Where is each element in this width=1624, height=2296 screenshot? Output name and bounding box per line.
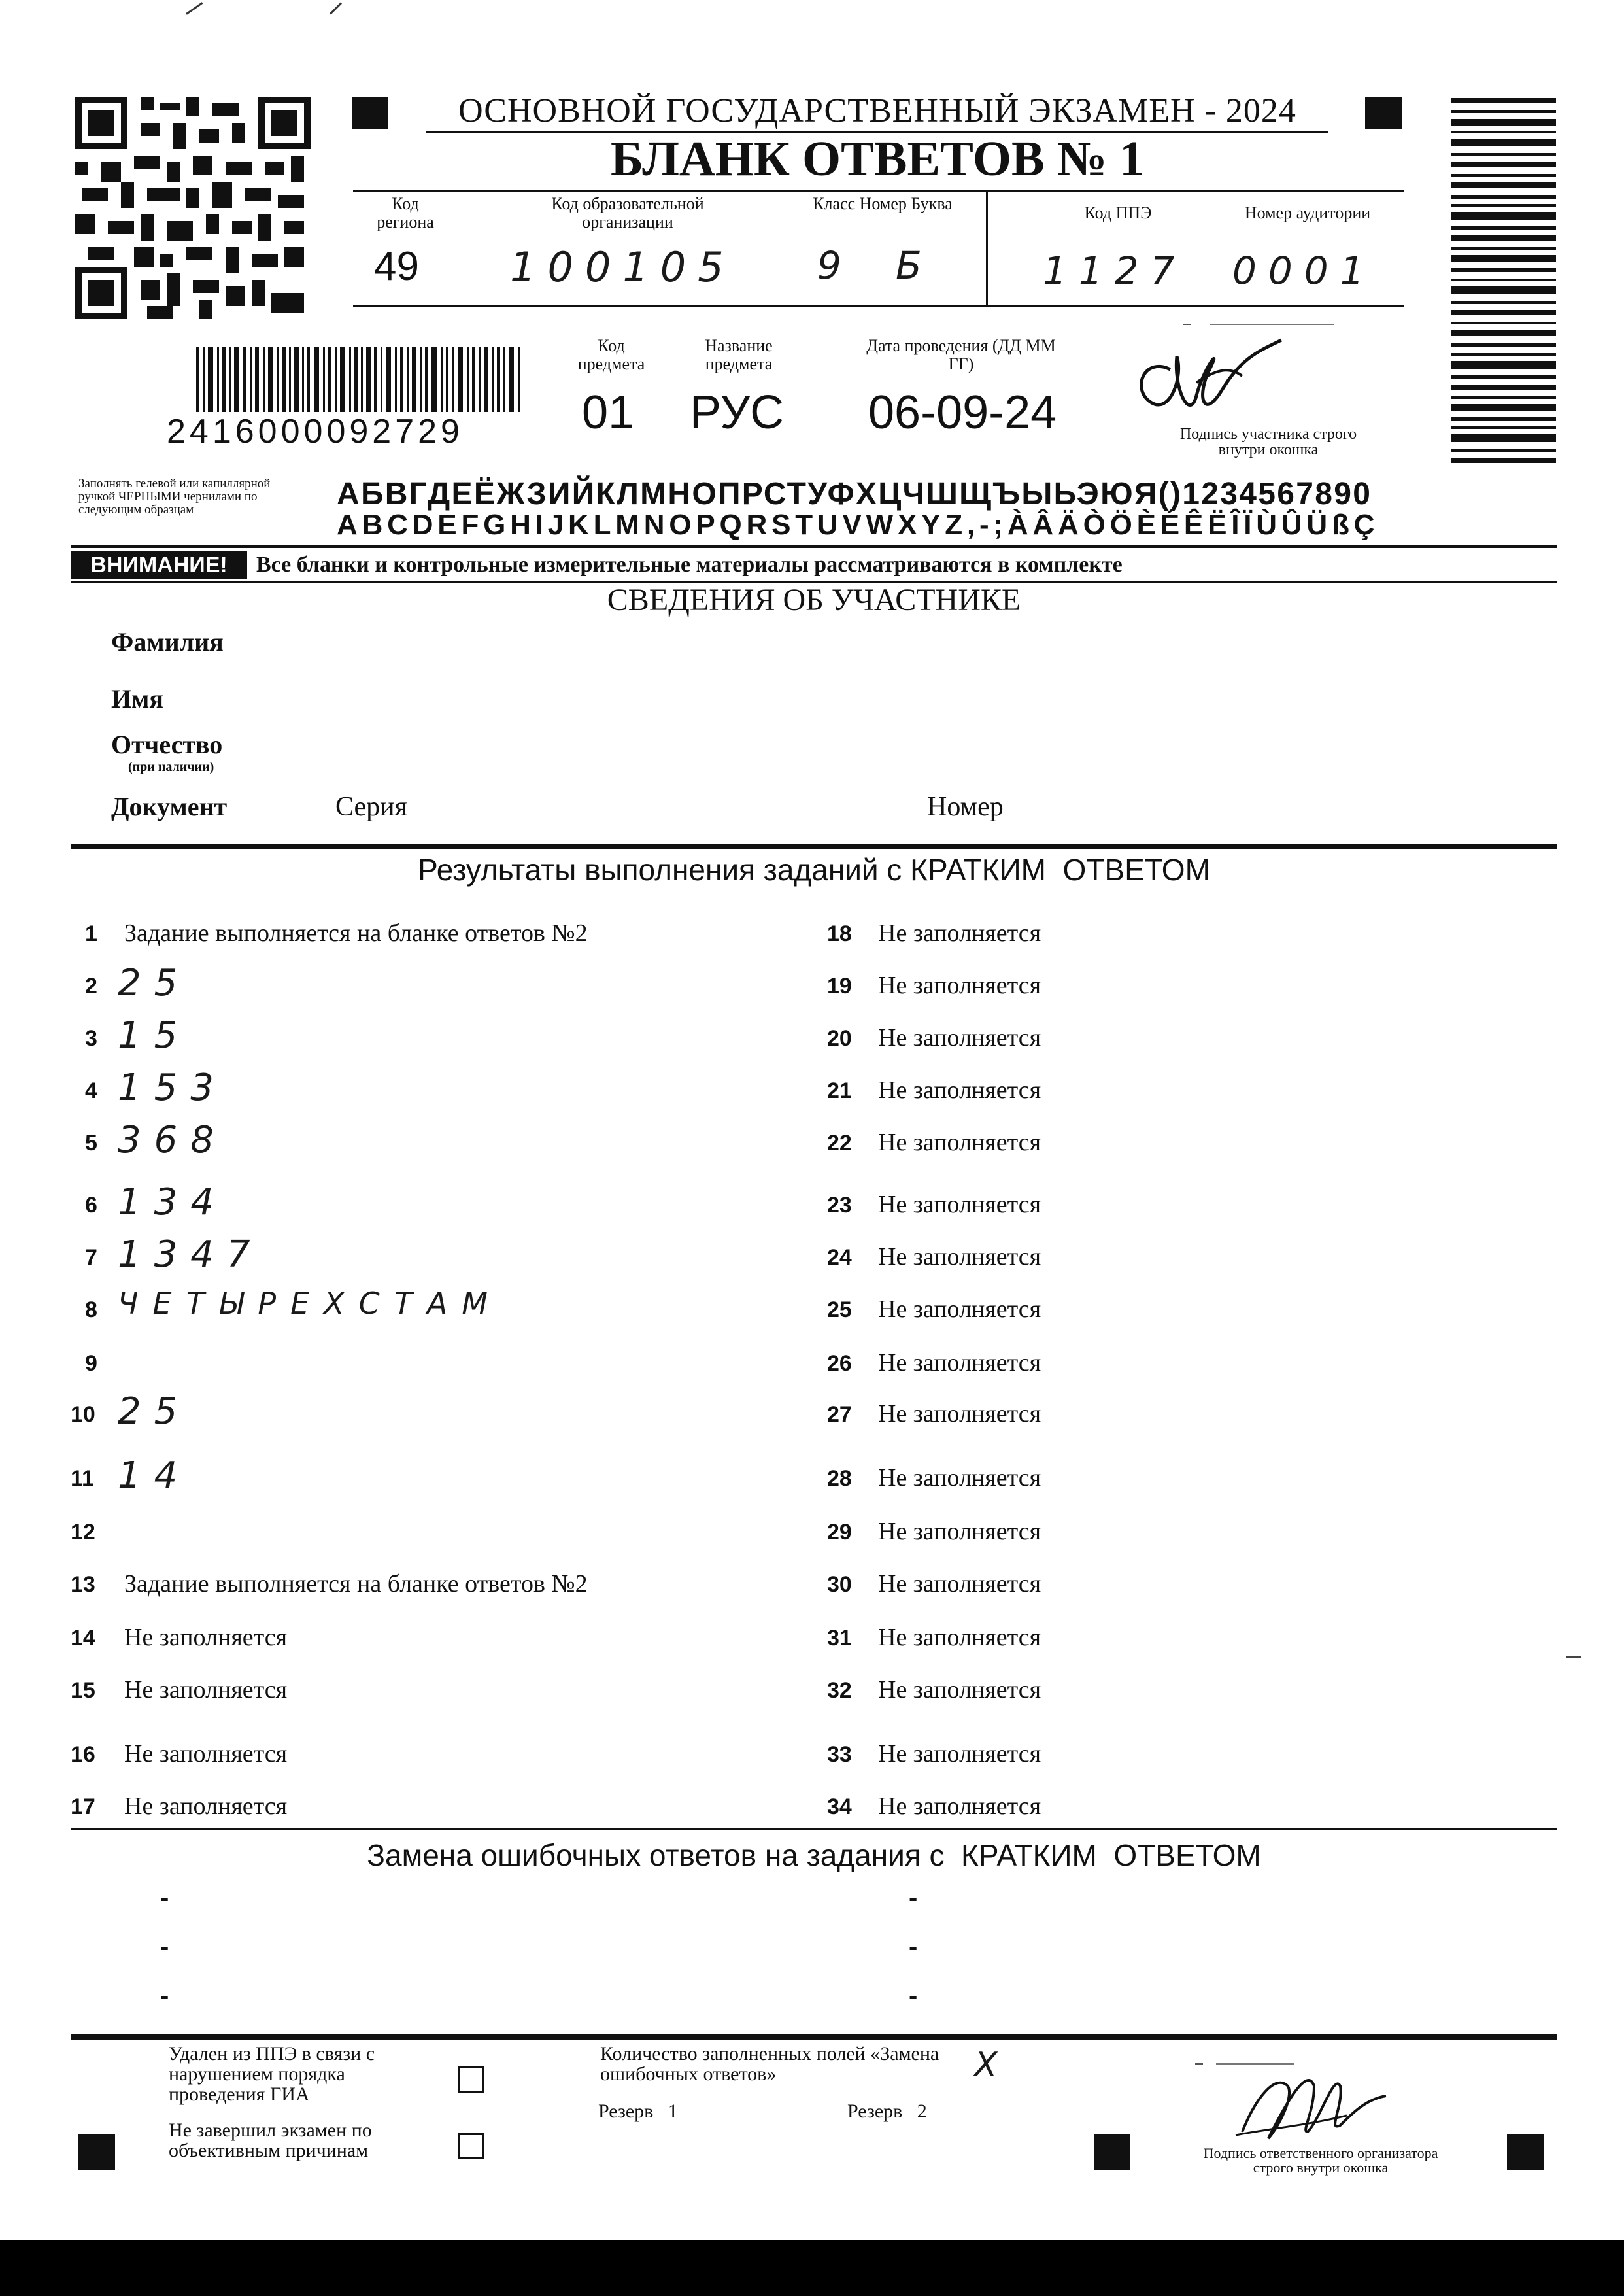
replacement-count-label: Количество заполненных полей «Замена ошибочных ответов»	[600, 2043, 939, 2085]
alignment-square	[1365, 97, 1402, 129]
task-number: 3	[85, 1026, 97, 1051]
task-number: 23	[827, 1193, 852, 1218]
side-barcode-icon	[1451, 98, 1556, 464]
class-number-value: 9	[817, 243, 853, 288]
removed-checkbox[interactable]	[458, 2066, 484, 2093]
task-status-text: Не заполняется	[124, 1624, 288, 1651]
ppe-label: Код ППЭ	[1084, 203, 1152, 222]
form-title: БЛАНК ОТВЕТОВ № 1	[610, 131, 1145, 186]
patronymic-note: (при наличии)	[128, 760, 214, 774]
task-number: 12	[71, 1520, 95, 1545]
task-number: 14	[71, 1626, 95, 1651]
task-status-text: Не заполняется	[878, 1570, 1041, 1598]
handwritten-answer: 368	[118, 1119, 227, 1161]
replacement-dash: -	[160, 1981, 169, 2010]
task-number: 21	[827, 1078, 852, 1103]
class-letter-value: Б	[896, 243, 934, 288]
org-value: 100105	[510, 243, 736, 291]
stray-mark	[1566, 1656, 1581, 1658]
footer-top-line	[71, 2034, 1557, 2040]
task-number: 32	[827, 1678, 852, 1703]
replacement-dash: -	[909, 1932, 918, 1961]
stray-mark	[186, 2, 203, 15]
task-number: 11	[71, 1466, 94, 1491]
subject-code-label: Код предмета	[577, 336, 645, 373]
task-number: 33	[827, 1742, 852, 1767]
results-bottom-line	[71, 1828, 1557, 1830]
participant-section-title: СВЕДЕНИЯ ОБ УЧАСТНИКЕ	[607, 583, 1021, 617]
signature-caption: Подпись участника строго внутри окошка	[1179, 426, 1357, 458]
replacement-dash: -	[160, 1883, 169, 1912]
barcode-number: 2416000092729	[167, 413, 464, 451]
task-status-text: Не заполняется	[124, 1676, 288, 1704]
room-value: 0001	[1232, 248, 1376, 293]
task-status-text: Не заполняется	[124, 1792, 288, 1820]
alignment-square	[78, 2134, 115, 2170]
task-number: 17	[71, 1794, 95, 1819]
alignment-square	[352, 97, 388, 129]
signature-box-mark	[1210, 324, 1334, 325]
task-number: 13	[71, 1572, 95, 1597]
handwritten-answer: 153	[118, 1067, 227, 1109]
task-number: 20	[827, 1026, 852, 1051]
task-number: 6	[85, 1193, 97, 1218]
scan-bottom-band	[0, 2240, 1624, 2296]
notice-top-line	[71, 545, 1557, 548]
replacement-dash: -	[909, 1883, 918, 1912]
task-status-text: Не заполняется	[878, 1676, 1041, 1704]
not-finished-checkbox[interactable]	[458, 2133, 484, 2159]
task-number: 27	[827, 1402, 852, 1427]
barcode-icon	[190, 347, 530, 412]
results-top-line	[71, 844, 1557, 849]
task-status-text: Не заполняется	[124, 1740, 288, 1768]
task-number: 9	[85, 1351, 97, 1376]
task-number: 29	[827, 1520, 852, 1545]
handwritten-answer: 1347	[118, 1233, 263, 1276]
task-status-text: Не заполняется	[878, 1464, 1041, 1492]
stray-mark	[330, 2, 342, 14]
subject-name-label: Название предмета	[705, 336, 773, 373]
removed-label: Удален из ППЭ в связи с нарушением порядка проведения ГИА	[169, 2043, 375, 2105]
code-box-divider	[986, 191, 988, 306]
task-number: 22	[827, 1131, 852, 1156]
exam-title: ОСНОВНОЙ ГОСУДАРСТВЕННЫЙ ЭКЗАМЕН - 2024	[458, 92, 1296, 129]
task-status-text: Не заполняется	[878, 919, 1041, 947]
organizer-caption: Подпись ответственного организатора строго внутри окошка	[1203, 2145, 1438, 2176]
not-finished-label: Не завершил экзамен по объективным причинам	[169, 2119, 372, 2161]
task-number: 25	[827, 1297, 852, 1322]
task-status-text: Не заполняется	[878, 1024, 1041, 1052]
task-number: 19	[827, 974, 852, 999]
task-number: 7	[85, 1245, 97, 1270]
task-status-text: Не заполняется	[878, 1518, 1041, 1545]
participant-signature	[1131, 330, 1288, 428]
task-status-text: Не заполняется	[878, 1295, 1041, 1323]
notice-text: Все бланки и контрольные измерительные материалы рассматриваются в комплекте	[256, 553, 1123, 577]
replacement-section-title: Замена ошибочных ответов на задания с КРАТКИМ ОТВЕТОМ	[367, 1838, 1261, 1872]
task-number: 31	[827, 1626, 852, 1651]
task-number: 4	[85, 1078, 97, 1103]
class-label: Класс Номер Буква	[813, 194, 953, 213]
results-section-title: Результаты выполнения заданий с КРАТКИМ ОТВЕТОМ	[418, 853, 1210, 887]
ppe-value: 1127	[1043, 248, 1187, 293]
exam-date-value: 06-09-24	[868, 386, 1057, 439]
region-value: 49	[374, 244, 419, 289]
subject-code-value: 01	[582, 386, 635, 439]
task-status-text: Задание выполняется на бланке ответов №2	[124, 1570, 588, 1598]
task-number: 34	[827, 1794, 852, 1819]
handwritten-answer: ЧЕТЫРЕХСТАМ	[118, 1286, 503, 1321]
replacement-count-value: X	[974, 2046, 1009, 2085]
handwritten-answer: 14	[118, 1454, 191, 1497]
handwritten-answer: 25	[118, 962, 191, 1004]
alignment-square	[1507, 2134, 1544, 2170]
task-status-text: Не заполняется	[878, 1076, 1041, 1104]
task-status-text: Не заполняется	[878, 1624, 1041, 1651]
task-status-text: Не заполняется	[878, 1349, 1041, 1377]
signature-box-mark	[1183, 324, 1191, 325]
reserve-2-label: Резерв 2	[847, 2100, 927, 2122]
task-number: 28	[827, 1466, 852, 1491]
organizer-box-mark	[1195, 2063, 1203, 2065]
room-label: Номер аудитории	[1244, 203, 1371, 222]
task-status-text: Не заполняется	[878, 1740, 1041, 1768]
task-number: 1	[85, 921, 97, 946]
reserve-1-label: Резерв 1	[598, 2100, 678, 2122]
qr-code-icon	[75, 97, 311, 319]
number-label: Номер	[927, 792, 1004, 822]
document-label: Документ	[111, 792, 228, 821]
handwritten-answer: 15	[118, 1014, 191, 1057]
replacement-dash: -	[909, 1981, 918, 2010]
org-label: Код образовательной организации	[551, 194, 704, 231]
name-label: Имя	[111, 684, 163, 713]
task-number: 18	[827, 921, 852, 946]
task-number: 5	[85, 1131, 97, 1156]
replacement-dash: -	[160, 1932, 169, 1961]
task-number: 30	[827, 1572, 852, 1597]
task-status-text: Не заполняется	[878, 1792, 1041, 1820]
series-label: Серия	[335, 792, 407, 822]
task-status-text: Не заполняется	[878, 1243, 1041, 1271]
subject-name-value: РУС	[690, 386, 785, 439]
task-status-text: Не заполняется	[878, 1191, 1041, 1218]
task-number: 2	[85, 974, 97, 999]
task-number: 24	[827, 1245, 852, 1270]
task-status-text: Не заполняется	[878, 1129, 1041, 1156]
task-number: 26	[827, 1351, 852, 1376]
task-status-text: Не заполняется	[878, 972, 1041, 999]
code-box-bottom	[353, 305, 1404, 307]
handwritten-answer: 134	[118, 1181, 227, 1224]
handwritten-answer: 25	[118, 1390, 191, 1433]
notice-badge: ВНИМАНИЕ!	[71, 551, 247, 579]
surname-label: Фамилия	[111, 627, 224, 657]
patronymic-label: Отчество	[111, 730, 223, 759]
sample-instruction: Заполнять гелевой или капиллярной ручкой ЧЕРНЫМИ чернилами по следующим образцам	[78, 477, 271, 517]
task-number: 15	[71, 1678, 95, 1703]
code-box-top	[353, 190, 1404, 192]
alignment-square	[1094, 2134, 1130, 2170]
organizer-signature	[1229, 2060, 1393, 2151]
task-status-text: Не заполняется	[878, 1400, 1041, 1428]
task-number: 10	[71, 1402, 95, 1427]
task-status-text: Задание выполняется на бланке ответов №2	[124, 919, 588, 947]
sample-latin: ABCDEFGHIJKLMNOPQRSTUVWXYZ,-;ÀÂÄÒÖÈÉÊËÎÏÙÛÜßÇ	[337, 509, 1379, 541]
date-label: Дата проведения (ДД ММ ГГ)	[866, 336, 1056, 373]
region-label: Код региона	[377, 194, 434, 231]
task-number: 8	[85, 1297, 97, 1322]
task-number: 16	[71, 1742, 95, 1767]
sample-cyrillic: АБВГДЕЁЖЗИЙКЛМНОПРСТУФХЦЧШЩЪЫЬЭЮЯ()1234567890	[337, 477, 1372, 511]
